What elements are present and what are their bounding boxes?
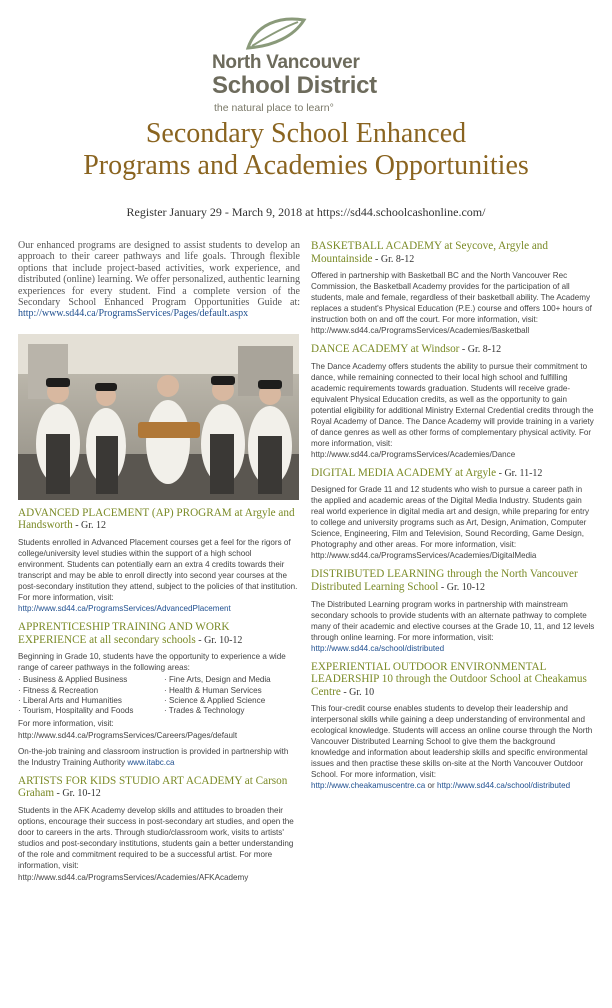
registration-info: Register January 29 - March 9, 2018 at https://sd44.schoolcashonline.com/ (126, 205, 486, 219)
section-title: BASKETBALL ACADEMY at Seycove, Argyle and Mountainside - Gr. 8-12 (311, 240, 548, 265)
org-name-line1: North Vancouver (212, 52, 360, 73)
distributed-school-link[interactable]: http://www.sd44.ca/school/distributed (436, 781, 571, 791)
title-line1: Secondary School Enhanced (145, 118, 467, 149)
intro-paragraph (18, 240, 300, 320)
culinary-students-photo (18, 334, 299, 500)
section-distributed-learning (311, 568, 595, 653)
section-artists-for-kids (18, 775, 300, 883)
list-item: · Business & Applied Business (18, 675, 128, 685)
list-item: · Science & Applied Science (164, 696, 266, 706)
section-advanced-placement (18, 507, 300, 614)
section-body: This four-credit course enables students to develop their leadership and interpersonal skills while gaining a deep understanding of environmental and ecological knowledge. Students will access an online course through the North Vancouver Distributed Learning School to give them the background knowledge and information about leadership skills and specific environmental issues and then practise these skills on-site at the North Vancouver Outdoor School. For more information, visit: (311, 704, 593, 780)
ita-note: On-the-job training and classroom instruction is provided in partnership with the Industry Training Authority www.itabc.ca (18, 746, 289, 767)
dance-link[interactable]: http://www.sd44.ca/ProgramsServices/Academies/Dance (311, 449, 516, 459)
afk-link[interactable]: http://www.sd44.ca/ProgramsServices/Academies/AFKAcademy (18, 873, 249, 883)
section-body: The Dance Academy offers students the ability to pursue their commitment to dance, while remaining connected to their local high school and fulfilling academic requirements towards graduation. Students will receive grade-equivalent Physical Education credits, as well as the opportunity to gain potential eligibility for additional Ministry External Credential credits through the Royal Academy of Dance. The Dance Academy will provide training in a variety of dance genres as well as other forms of complementary physical activity. For more information, visit: (311, 361, 594, 448)
title-line2: Programs and Academies Opportunities (83, 150, 529, 181)
basketball-link[interactable]: http://www.sd44.ca/ProgramsServices/Academies/Basketball (311, 326, 530, 336)
career-areas-list (18, 675, 300, 717)
distributed-link[interactable]: http://www.sd44.ca/school/distributed (311, 643, 445, 653)
org-name-line2: School District (212, 72, 377, 99)
section-title: APPRENTICESHIP TRAINING AND WORK EXPERIENCE at all secondary schools - Gr. 10-12 (18, 621, 243, 646)
district-logo (200, 14, 420, 114)
list-item: · Health & Human Services (164, 685, 262, 695)
section-outdoor-leadership (311, 661, 595, 792)
section-body: The Distributed Learning program works in partnership with mainstream secondary schools to provide students with an alternate pathway to complete many of their academic and elective courses at the Grade 10, 11, and 12 levels through online learning. For more information, visit: http://www.sd44.ca/school/distributed (311, 599, 595, 653)
cheakamus-link[interactable]: http://www.cheakamuscentre.ca (311, 781, 426, 791)
section-body: Students in the AFK Academy develop skills and attitudes to broaden their options, encourage their success in post-secondary art studies, and open the door to careers in the arts. Through studio/classroom work, visits to artists' studios and post-secondary institutions, students gain a better understanding of the role and commitment required to be a successful artist. For more information, visit: (18, 806, 294, 871)
list-item: · Tourism, Hospitality and Foods (18, 706, 134, 716)
section-title: DISTRIBUTED LEARNING through the North Vancouver Distributed Learning School - Gr. 10-12 (311, 568, 578, 593)
section-basketball (311, 240, 595, 336)
section-title: DANCE ACADEMY at Windsor - Gr. 8-12 (311, 343, 502, 356)
section-digital-media (311, 467, 595, 562)
page-title (0, 118, 612, 182)
list-item: · Trades & Technology (164, 706, 245, 716)
intro-guide-link[interactable]: http://www.sd44.ca/ProgramsServices/Pages/default.aspx (18, 308, 249, 320)
ap-link[interactable]: http://www.sd44.ca/ProgramsServices/AdvancedPlacement (18, 604, 231, 614)
section-body: Students enrolled in Advanced Placement courses get a feel for the rigors of college/university level studies within the support of a high school environment. Students can potentially earn an extra 4 credits towards their transcript and may be able to enroll directly into second year courses at the post-secondary institution they attend, subject to the policies of that institution. For more information, visit: http://www.sd44.ca/ProgramsServices/AdvancedPlacement (18, 538, 298, 614)
right-column (311, 240, 595, 791)
ita-link[interactable]: www.itabc.ca (127, 757, 175, 767)
list-item: · Fitness & Recreation (18, 685, 99, 695)
section-title: ADVANCED PLACEMENT (AP) PROGRAM at Argyle and Handsworth - Gr. 12 (18, 506, 295, 532)
section-apprenticeship (18, 621, 300, 768)
digital-media-link[interactable]: http://www.sd44.ca/ProgramsServices/Academies/DigitalMedia (311, 551, 537, 561)
careers-link[interactable]: http://www.sd44.ca/ProgramsServices/Careers/Pages/default (18, 730, 238, 740)
left-column (18, 240, 300, 883)
leaf-logo-icon (228, 14, 308, 50)
list-item: · Liberal Arts and Humanities (18, 696, 122, 706)
tagline: the natural place to learn° (214, 102, 334, 114)
more-info-label: For more information, visit: (18, 718, 114, 728)
section-title: DIGITAL MEDIA ACADEMY at Argyle - Gr. 11-12 (311, 466, 543, 479)
section-dance (311, 343, 595, 460)
section-title: ARTISTS FOR KIDS STUDIO ART ACADEMY at Carson Graham - Gr. 10-12 (18, 774, 288, 800)
intro-text: Our enhanced programs are designed to assist students to develop an approach to their career pathways and life goals. Through flexible options that include project-based activities, work experience, and distributed (online) learning. We offer personalized, authentic learning experiences for every student. Find a complete version of the Secondary School Enhanced Program Opportunities Guide at: (18, 240, 300, 309)
outdoor-links: http://www.cheakamuscentre.ca or http://www.sd44.ca/school/distributed (311, 781, 571, 791)
section-body: Designed for Grade 11 and 12 students who wish to pursue a career path in the applied and academic areas of the Digital Media Industry. Students gain real world experience in digital media art and design, while preparing for entry to college and university programs such as Art, Design, Animation, Computer Science, Engineering, Film and Television, Sound Recording, Game Design, Photography and other areas. For more information, visit: (311, 485, 590, 550)
section-body: Offered in partnership with Basketball BC and the North Vancouver Rec Commission, the Basketball Academy provides for the participation of all students, male and female, regardless of their basketball ability. The Academy replaces a student's Physical Education (P.E.) course and offers 100+ hours of instruction both on and off the court. For more information, visit: (311, 271, 592, 325)
section-body: Beginning in Grade 10, students have the opportunity to experience a wide range of career pathways in the following areas: (18, 652, 286, 673)
section-title: EXPERIENTIAL OUTDOOR ENVIRONMENTAL LEADERSHIP 10 through the Outdoor School at Cheakamus Centre - Gr. 10 (311, 660, 587, 698)
list-item: · Fine Arts, Design and Media (164, 675, 271, 685)
